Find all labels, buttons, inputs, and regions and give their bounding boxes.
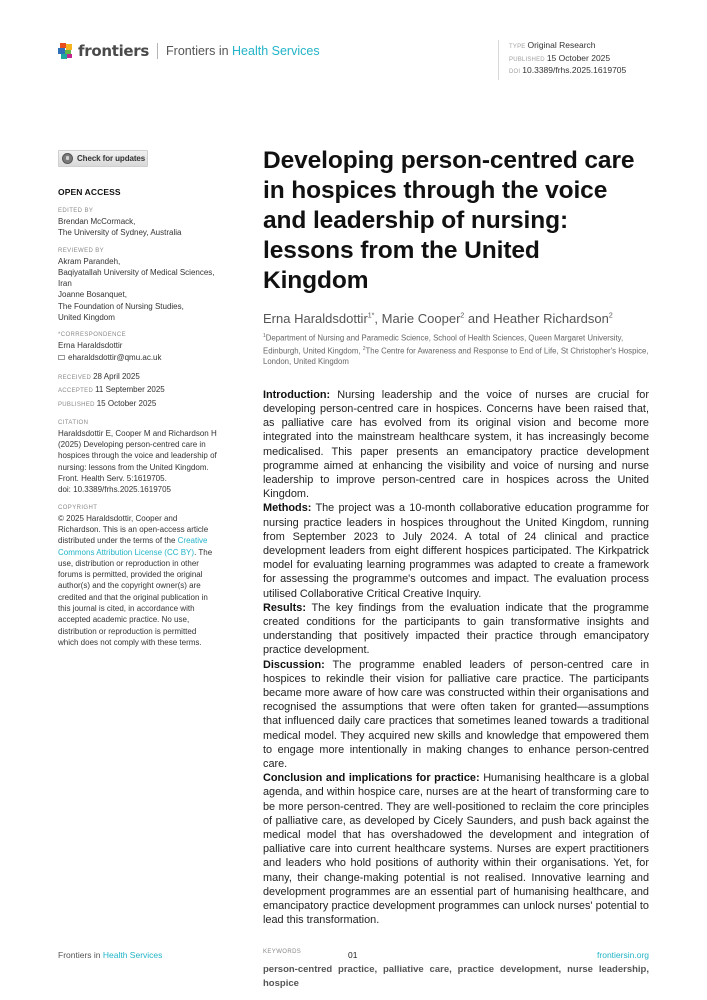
abstract-text: The key findings from the evaluation indicate that the programme created conditions for the participants to gain transformative insights and understanding that positively impacted their practice through emancipatory practice development. [263, 601, 649, 657]
article-main [263, 146, 649, 990]
abstract-results [263, 601, 649, 658]
received-date [58, 371, 238, 384]
journal-prefix: Frontiers in [166, 44, 233, 58]
copyright-line: © 2025 Haraldsdottir, Cooper and [58, 513, 178, 523]
email-icon [58, 355, 65, 360]
page-number: 01 [348, 950, 358, 960]
author-affiliation-marker: 1* [367, 312, 375, 320]
journal-name: Health Services [232, 44, 320, 58]
abstract-methods [263, 501, 649, 600]
citation-label: CITATION [58, 419, 89, 426]
affiliation-1: Department of Nursing and Paramedic Science, School of Health Sciences, Queen Margaret University, Edinburgh, United Kingdom, [263, 333, 624, 356]
footer-journal-name: Health Services [102, 950, 163, 960]
abstract-heading: Methods: [263, 502, 312, 515]
article-type [509, 40, 626, 53]
abstract [263, 388, 649, 928]
copyright-line: author(s) and the copyright owner(s) are [58, 581, 201, 591]
copyright-text: . The [194, 547, 213, 557]
author-separator: and [464, 311, 494, 326]
title-line: Developing person-centred care [263, 147, 635, 174]
page-footer [58, 950, 649, 962]
footer-journal-prefix: Frontiers in [58, 950, 103, 960]
reviewer-line: Akram Parandeh, [58, 256, 121, 266]
affiliation-marker: 2 [362, 346, 366, 353]
editor-affiliation: The University of Sydney, Australia [58, 228, 182, 238]
copyright-line [58, 535, 238, 546]
frontiers-logo-icon [58, 43, 74, 59]
copyright-line: which does not comply with these terms. [58, 637, 202, 647]
sidebar [58, 150, 238, 648]
footer-journal[interactable] [58, 950, 162, 960]
check-for-updates-button[interactable] [58, 150, 148, 167]
author-affiliation-marker: 2 [460, 312, 465, 320]
copyright-line: credited and that the original publication in [58, 592, 208, 602]
doi-value[interactable]: 10.3389/frhs.2025.1619705 [522, 65, 627, 75]
affiliation-marker: 1 [263, 333, 266, 339]
article-title [263, 146, 649, 296]
license-link[interactable]: Commons Attribution License (CC BY) [58, 547, 195, 557]
affiliation-2: The Centre for Awareness and Response to End of Life, St Christopher's Hospice, London, United Kingdom [263, 346, 649, 367]
abstract-heading: Introduction: [263, 388, 331, 401]
journal-header [58, 40, 320, 62]
citation-line: Haraldsdottir E, Cooper M and Richardson H [58, 428, 217, 438]
citation-line: doi: 10.3389/frhs.2025.1619705 [58, 485, 171, 495]
abstract-discussion [263, 658, 649, 772]
abstract-text: The project was a 10-month collaborative education programme for nursing practice leaders in hospices throughout the United Kingdom, running from September 2023 to July 2024. A total of 24 clinical and practice development leaders from eight different hospices participated. The Kirkpatrick model for evaluating learning programmes was adapted to create a framework for assessing the programme's outcomes and impact. The evaluation process utilised Collaborative Critical Creative Inquiry. [263, 502, 649, 600]
affiliations [263, 331, 649, 368]
author-name[interactable]: Marie Cooper [381, 311, 461, 326]
citation-line: nursing: lessons from the United Kingdom. [58, 462, 209, 472]
article-meta [498, 40, 626, 80]
reviewer-line: Baqiyatallah University of Medical Sciences, [58, 267, 215, 277]
copyright-line: Richardson. This is an open-access article [58, 524, 209, 534]
abstract-text: The programme enabled leaders of person-centred care in hospices to rekindle their vision for palliative care practice. The participants became more aware of how care was constructed within their organisations and recognised the assumptions that were often taken for granted—assumptions that influenced daily care practices that sometimes leaned towards a traditional medical model. They acquired new skills and knowledge that empowered them to engage more intentionally in making changes to enhance person-centred care. [263, 658, 649, 770]
check-updates-label: Check for updates [77, 154, 146, 163]
published-label: PUBLISHED [58, 401, 95, 408]
reviewed-by-label: REVIEWED BY [58, 247, 105, 254]
published-value: 15 October 2025 [546, 52, 611, 63]
received-label: RECEIVED [58, 374, 92, 381]
correspondence-label: *CORRESPONDENCE [58, 332, 127, 339]
brand-name[interactable]: frontiers [78, 42, 150, 60]
author-separator: , [374, 311, 382, 326]
reviewer-line: Iran [58, 279, 72, 289]
copyright-label: COPYRIGHT [58, 504, 98, 511]
published-date [58, 398, 238, 411]
edited-by-label: EDITED BY [58, 208, 94, 214]
abstract-heading: Results: [263, 601, 306, 614]
citation-line: hospices through the voice and leadership of [58, 451, 217, 461]
published-value: 15 October 2025 [96, 398, 157, 408]
author-affiliation-marker: 2 [608, 312, 613, 320]
citation-line: Front. Health Serv. 5:1619705. [58, 474, 167, 484]
author-name[interactable]: Erna Haraldsdottir [263, 311, 368, 326]
abstract-text: Nursing leadership and the voice of nurses are crucial for developing person-centred care in hospices. Concerns have been raised that, as palliative care has evolved from its original vision and become more integrated into the mainstream healthcare system, it has increasingly become medicalised. This paper presents an emancipatory practice development programme aimed at enhancing the visibility and voice of nursing and nurse leadership to improve person-centred care in hospices across the United Kingdom. [263, 388, 649, 501]
reviewer-line: United Kingdom [58, 313, 115, 323]
published-label: PUBLISHED [509, 56, 545, 63]
crossmark-icon [62, 153, 73, 164]
reviewer-line: Joanne Bosanquet, [58, 290, 127, 300]
received-value: 28 April 2025 [93, 371, 140, 381]
copyright-text: distributed under the terms of the [58, 536, 178, 546]
accepted-value: 11 September 2025 [95, 385, 165, 395]
author-list [263, 311, 649, 326]
title-line: in hospices through the voice [263, 177, 608, 204]
abstract-heading: Discussion: [263, 658, 325, 671]
abstract-introduction [263, 388, 649, 502]
correspondence-name: Erna Haraldsdottir [58, 341, 123, 351]
journal-title[interactable] [166, 44, 320, 58]
header-divider [157, 43, 158, 59]
copyright-line: accepted academic practice. No use, [58, 615, 190, 625]
keywords: person-centred practice, palliative care, practice development, nurse leadership, hospice [263, 964, 649, 989]
citation-line: (2025) Developing person-centred care in [58, 440, 206, 450]
article-published [509, 53, 626, 66]
type-value: Original Research [527, 40, 596, 50]
abstract-text: Humanising healthcare is a global agenda, and within hospice care, nurses are at the heart of transforming care to be more person-centred. They are well-positioned to reclaim the core principles of palliative care, as developed by Cicely Saunders, and push back against the medical model that has overshadowed the development and integration of palliative care into current healthcare systems. Nurses are expert practitioners and leaders who hold positions of authority within their organisations. Yet, for many, their change-making potential is not realised. Innovative learning and development programmes are an essential part of humanising healthcare, and emancipatory practice development programmes can unlock nurses' potential to lead this transformation. [263, 772, 650, 927]
open-access-label: OPEN ACCESS [58, 187, 121, 197]
copyright-line: forums is permitted, provided the original [58, 570, 203, 580]
correspondence-email[interactable] [58, 352, 238, 363]
type-label: TYPE [509, 44, 526, 50]
title-line: and leadership of nursing: [263, 207, 569, 234]
copyright-line [58, 547, 238, 558]
doi-label: DOI [509, 69, 521, 75]
accepted-date [58, 384, 238, 397]
keywords-label: KEYWORDS [263, 949, 302, 956]
article-doi[interactable] [509, 65, 626, 78]
accepted-label: ACCEPTED [58, 388, 94, 395]
abstract-conclusion [263, 771, 649, 927]
copyright-line: distribution or reproduction is permitted [58, 626, 197, 636]
footer-site-link[interactable]: frontiersin.org [597, 950, 649, 960]
author-name[interactable]: Heather Richardson [493, 311, 609, 326]
copyright-line: this journal is cited, in accordance with [58, 604, 195, 614]
license-link[interactable]: Creative [177, 536, 208, 546]
abstract-heading: Conclusion and implications for practice: [263, 772, 480, 785]
title-line: lessons from the United Kingdom [263, 237, 540, 294]
editor-name: Brendan McCormack, [58, 217, 136, 226]
copyright-line: use, distribution or reproduction in other [58, 558, 199, 568]
email-address[interactable]: eharaldsdottir@qmu.ac.uk [68, 352, 162, 362]
reviewer-line: The Foundation of Nursing Studies, [58, 301, 184, 311]
